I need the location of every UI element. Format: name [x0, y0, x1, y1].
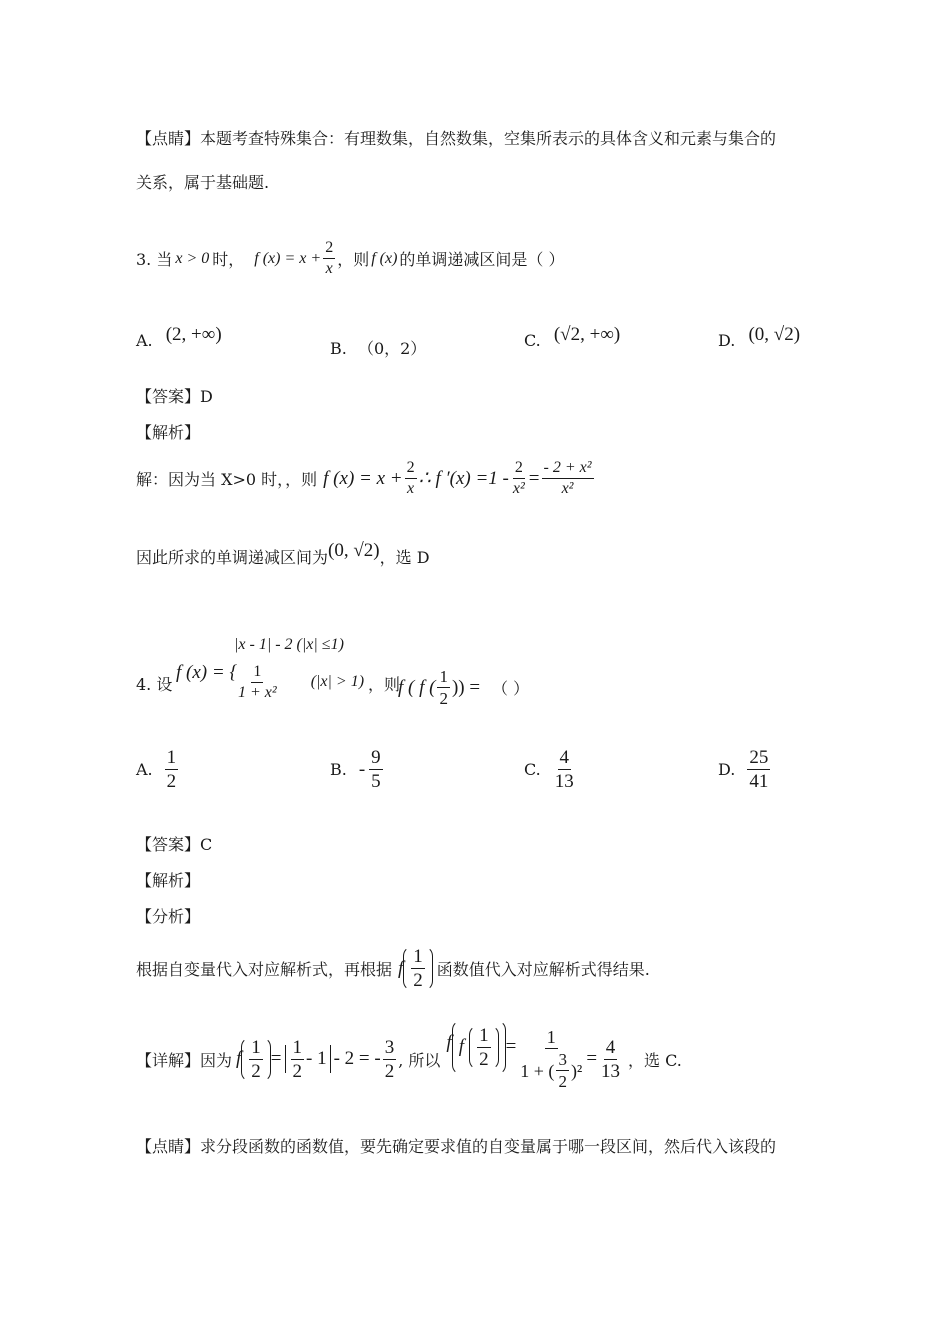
frac-num: 3 [384, 1036, 395, 1058]
q4-detail [136, 1024, 682, 1091]
option-frac [553, 748, 576, 791]
frac-den: 41 [749, 771, 769, 792]
q4-fx: f (x) = { [176, 662, 238, 683]
frac-num: 9 [371, 747, 381, 768]
q3-sol-eq: = [528, 467, 540, 489]
frac-den: 2 [479, 1048, 489, 1070]
detail-ff-frac [477, 1026, 491, 1069]
frac-den: x² [512, 480, 525, 497]
detail-eq2: = [505, 1036, 517, 1057]
abs-bar-left [285, 1045, 286, 1073]
fenxi-frac [411, 947, 425, 990]
detail-res-frac [599, 1038, 622, 1081]
big-frac-den [518, 1049, 584, 1090]
q4-ask-frac [437, 668, 450, 707]
q4-ask-f: f ( f ( [398, 676, 436, 698]
frac-den: 2 [166, 771, 177, 792]
frac-num: 1 [292, 1036, 303, 1058]
q3-solution [136, 460, 596, 497]
option-letter: B. [330, 760, 347, 779]
frac-num: 4 [559, 747, 570, 768]
frac-num: 1 [479, 1024, 489, 1046]
q3-concl-value: (0, √2) [328, 539, 380, 561]
q3-sol-prefix: 解：因为当 X>0 时，，则 [136, 470, 318, 489]
option-sign: - [358, 758, 366, 780]
q3-sol-frac1 [405, 460, 417, 497]
q3-tail-a: ，则 [337, 250, 370, 269]
frac-num: 1 [251, 664, 263, 683]
option-value: (0, √2) [748, 324, 801, 345]
frac-den: 2 [439, 689, 448, 708]
detail-outer-paren [452, 1020, 506, 1075]
detail-abs-frac [291, 1038, 305, 1081]
q3-option-a[interactable] [136, 324, 222, 352]
fenxi-f: f [398, 957, 404, 979]
q3-tail-b: 的单调递减区间是（ ） [399, 250, 565, 269]
frac-den: 2 [558, 1072, 567, 1091]
q3-fraction [323, 240, 335, 277]
fenxi-prefix: 根据自变量代入对应解析式，再根据 [136, 960, 393, 979]
q4-option-b[interactable] [330, 748, 385, 791]
frac-den: x [407, 480, 415, 497]
q4-answer: 【答案】C [136, 835, 213, 854]
frac-num: 3 [558, 1050, 567, 1069]
q4-case2-frac [236, 664, 279, 701]
big-den-prefix: 1 + ( [520, 1060, 555, 1081]
q3-when: 时， [212, 250, 245, 269]
abs-bar-right [330, 1045, 331, 1073]
q3-sol-frac3 [542, 460, 594, 497]
frac-den: 13 [601, 1060, 621, 1082]
option-letter: C. [524, 331, 541, 350]
frac-num: 1 [251, 1036, 261, 1058]
q4-ask-tail: )) = [451, 676, 481, 698]
note-line-2: 关系，属于基础题. [136, 173, 270, 192]
detail-prefix: 【详解】因为 [136, 1050, 233, 1070]
detail-eq3: = [586, 1048, 598, 1069]
big-den-frac [556, 1051, 569, 1090]
option-frac [369, 748, 383, 791]
option-letter: A. [136, 331, 153, 350]
q4-case-1: |x - 1| - 2 (|x| ≤1) [234, 636, 344, 653]
option-value: （0，2） [357, 339, 427, 358]
detail-eq1: = [270, 1048, 282, 1069]
option-letter: D. [718, 760, 736, 779]
q3-frac-num: 2 [323, 240, 335, 259]
frac-num: 2 [513, 460, 525, 479]
q4-prefix: 4. 设 [136, 675, 173, 694]
option-letter: D. [718, 331, 736, 350]
q3-concl-suffix: ，选 D [379, 548, 430, 567]
frac-num: 2 [405, 460, 417, 479]
option-letter: B. [330, 339, 347, 358]
option-frac [747, 748, 770, 791]
option-frac [165, 748, 179, 791]
note-line-1: 【点睛】本题考查特殊集合：有理数集，自然数集，空集所表示的具体含义和元素与集合的 [136, 129, 777, 148]
q3-answer: 【答案】D [136, 387, 213, 406]
frac-den: 2 [384, 1060, 395, 1082]
frac-den: 2 [413, 970, 423, 991]
big-den-tail: )² [570, 1060, 583, 1081]
note-last: 【点睛】求分段函数的函数值，要先确定要求值的自变量属于哪一段区间，然后代入该段的 [136, 1137, 777, 1156]
q4-fenxi-text [136, 946, 650, 991]
q4-option-d[interactable] [718, 748, 772, 791]
frac-den: 13 [554, 771, 574, 792]
detail-inner-paren [469, 1025, 499, 1070]
frac-num: 1 [413, 946, 423, 967]
detail-ff-inner: f [458, 1035, 464, 1057]
q3-option-b[interactable] [330, 336, 426, 359]
q3-cond: x > 0 [175, 249, 210, 267]
q3-concl-prefix: 因此所求的单调递减区间为 [136, 548, 329, 567]
q3-analysis-label: 【解析】 [136, 423, 201, 442]
q3-fx2: f (x) [371, 249, 398, 267]
option-value: (2, +∞) [165, 324, 222, 345]
frac-den: 1 + x² [238, 684, 277, 701]
q4-analysis-label: 【解析】 [136, 871, 201, 890]
detail-big-frac [518, 1028, 584, 1090]
question-3 [136, 240, 565, 277]
frac-den: 2 [251, 1060, 261, 1082]
q4-blank: （ ） [492, 679, 530, 698]
fenxi-suffix: 函数值代入对应解析式得结果. [436, 960, 650, 979]
detail-ff: f [446, 1032, 452, 1053]
detail-abs-tail: - 1 [306, 1048, 327, 1069]
frac-num: 4 [605, 1036, 616, 1058]
detail-suffix: ，选 C. [628, 1050, 682, 1070]
option-letter: A. [136, 760, 153, 779]
q4-option-c[interactable] [524, 748, 578, 791]
detail-frac [249, 1038, 263, 1081]
q3-prefix: 3. 当 [136, 250, 173, 269]
detail-suoyi: , 所以 [398, 1050, 441, 1070]
q3-sol-mid: ∴ f ′(x) =1 - [418, 468, 509, 489]
detail-minus2: - 2 = - [333, 1048, 381, 1069]
q4-case-2 [234, 664, 364, 701]
detail-paren [241, 1037, 271, 1082]
detail-f: f [236, 1048, 242, 1069]
q3-option-c[interactable] [524, 324, 621, 352]
q3-option-d[interactable] [718, 324, 801, 352]
frac-num: 1 [166, 747, 177, 768]
q3-sol-frac2 [511, 460, 527, 497]
frac-num: 1 [439, 667, 448, 686]
frac-num: 25 [749, 747, 769, 768]
detail-r-frac [383, 1038, 397, 1081]
fenxi-paren [403, 946, 433, 991]
q4-ask [398, 668, 480, 707]
q4-option-a[interactable] [136, 748, 180, 791]
q3-frac-den: x [325, 260, 333, 277]
frac-den: x² [561, 480, 574, 497]
q4-mid: ，则 [368, 675, 401, 694]
frac-den: 5 [371, 771, 381, 792]
q3-conclusion [136, 539, 430, 568]
q3-fx: f (x) = x + [254, 249, 322, 267]
q4-fenxi-label: 【分析】 [136, 907, 201, 926]
frac-num: 1 [546, 1027, 556, 1047]
q4-case2-cond: (|x| > 1) [310, 673, 365, 691]
option-letter: C. [524, 760, 541, 779]
q3-sol-f: f (x) = x + [323, 467, 403, 489]
frac-num: - 2 + x² [542, 460, 594, 479]
frac-den: 2 [292, 1060, 303, 1082]
option-value: (√2, +∞) [553, 324, 621, 345]
